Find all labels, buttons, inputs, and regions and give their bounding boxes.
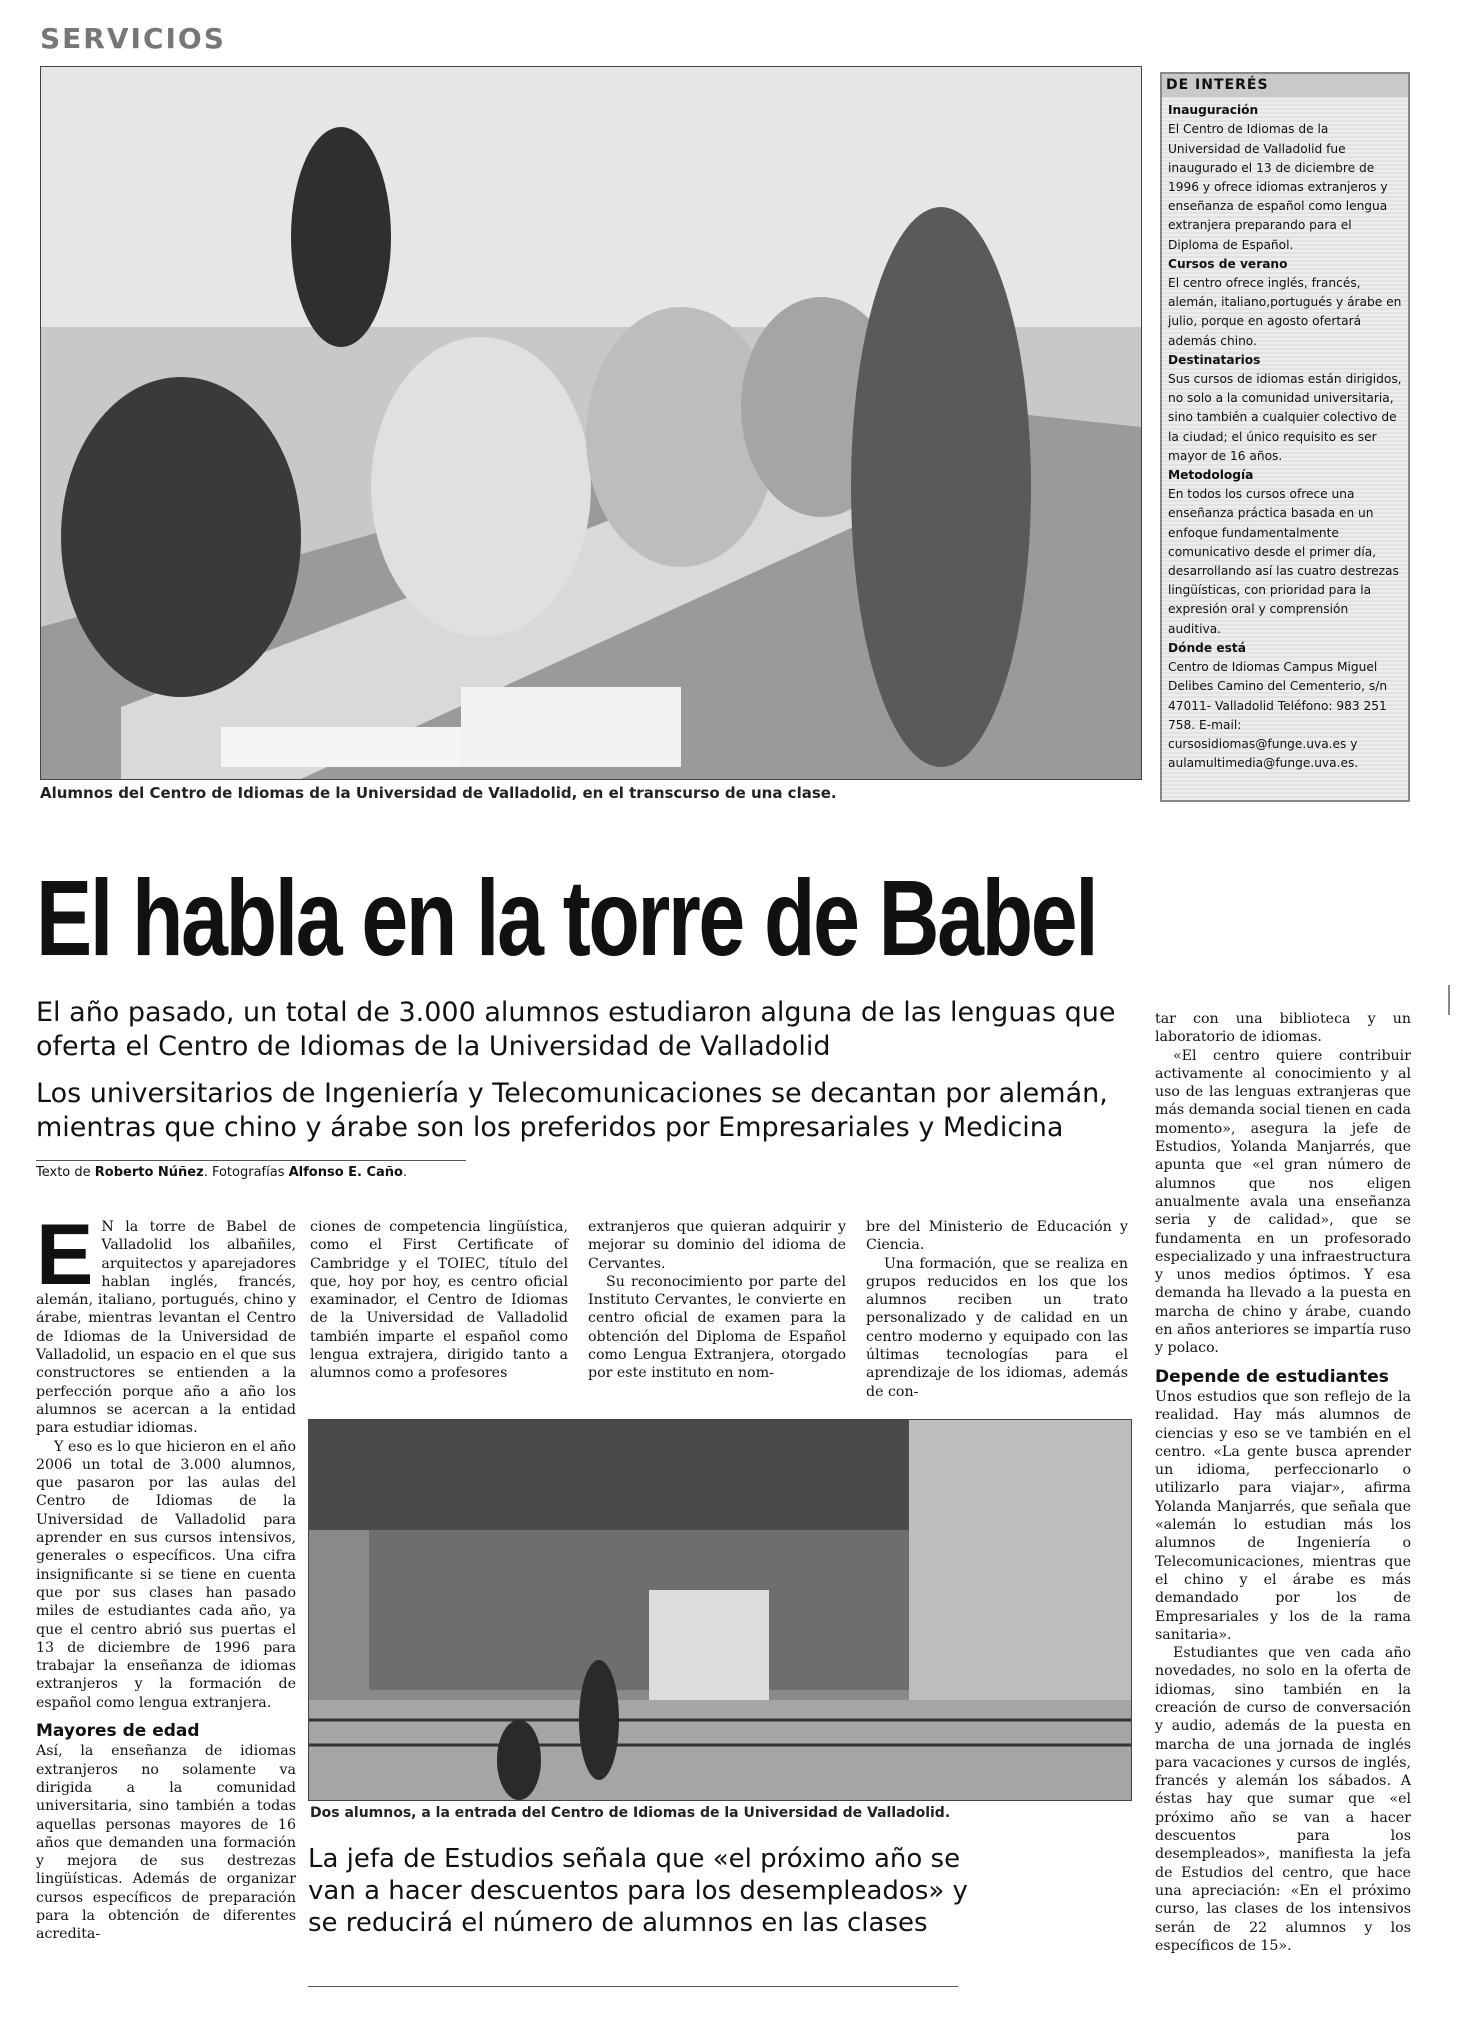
article-column-3 — [588, 1218, 846, 1383]
sidebar-heading-inauguracion: Inauguración — [1168, 103, 1259, 118]
paragraph: tar con una biblioteca y un laboratorio de idiomas. — [1155, 1011, 1411, 1046]
article-column-1 — [36, 1207, 296, 1944]
classroom-photo — [40, 66, 1142, 780]
building-photo-caption: Dos alumnos, a la entrada del Centro de Idiomas de la Universidad de Valladolid. — [310, 1805, 951, 1821]
subhead-mayores-de-edad: Mayores de edad — [36, 1721, 200, 1742]
sidebar-text-donde-esta: Centro de Idiomas Campus Miguel Delibes Camino del Cementerio, s/n 47011- Valladolid Teléfono: 983 251 758. E-mail: cursosidiomas@funge.uva.es y aulamultimedia@funge.uva.es. — [1168, 660, 1388, 771]
sidebar-text-inauguracion: El Centro de Idiomas de la Universidad de Valladolid fue inaugurado el 13 de diciembre de 1996 y ofrece idiomas extranjeros y enseñanza de español como lengua extranjera preparando para el Diploma de Español. — [1168, 122, 1388, 252]
subhead-depende-de-estudiantes: Depende de estudiantes — [1155, 1366, 1389, 1387]
byline — [36, 1160, 466, 1180]
margin-mark — [1448, 985, 1450, 1015]
sidebar-heading-cursos-verano: Cursos de verano — [1168, 256, 1288, 271]
paragraph: Estudiantes que ven cada año novedades, no solo en la oferta de idiomas, sino también en la creación de curso de conversación y audio, además de la puesta en marcha de una jornada de inglés para vacaciones y cursos de inglés, francés y alemán los sábados. A éstas hay que sumar que «el próximo año se van a hacer descuentos para los desempleados», manifiesta la jefa de Estudios del centro, que hace una apreciación: «En el próximo curso, las clases de los intensivos serán de 22 alumnos y los específicos de 15». — [1155, 1645, 1411, 1954]
sidebar-heading-metodologia: Metodología — [1168, 468, 1254, 483]
paragraph: bre del Ministerio de Educación y Ciencia. — [866, 1219, 1128, 1254]
paragraph-text: N la torre de Babel de Valladolid los albañiles, arquitectos y aparejadores hablan inglés, francés, alemán, italiano, portugués, chino y árabe, mientras levantan el Centro de Idiomas de la Universidad de Valladolid, un espacio en el que sus constructores se entienden a la perfección porque año a año los alumnos se acercan a la entidad para estudiar idiomas. — [36, 1219, 296, 1437]
paragraph: «El centro quiere contribuir activamente al conocimiento y al uso de las lenguas extranjeras que más demanda social tienen en cada momento», asegura la jefe de Estudios, Yolanda Manjarrés, que apunta que «el gran número de alumnos que nos eligen anualmente avala una enseñanza seria y de calidad», que se fundamenta en un profesorado especializado y una infraestructura y unos medios óptimos. Y esa demanda ha llevado a la puesta en marcha de chino y árabe, cuando en años anteriores se impartía ruso y polaco. — [1155, 1047, 1411, 1357]
paragraph: Su reconocimiento por parte del Instituto Cervantes, le convierte en centro oficial de examen para la obtención del Diploma de Español como Lengua Extranjera, otorgado por este instituto en nom- — [588, 1273, 846, 1382]
subheadline-2: Los universitarios de Ingeniería y Telecomunicaciones se decantan por alemán, mientras que chino y árabe son los preferidos por Empresariales y Medicina — [36, 1078, 1108, 1143]
byline-mid: . Fotografías — [203, 1165, 289, 1180]
building-entrance-photo — [308, 1419, 1132, 1801]
article-column-2 — [310, 1218, 568, 1383]
paragraph: extranjeros que quieran adquirir y mejorar su dominio del idioma de Cervantes. — [588, 1219, 846, 1272]
pull-quote-rule — [308, 1986, 958, 1987]
section-label: SERVICIOS — [40, 22, 226, 55]
sidebar-text-metodologia: En todos los cursos ofrece una enseñanza práctica basada en un enfoque fundamentalmente comunicativo desde el primer día, desarrollando así las cuatro destrezas lingüísticas, con prioridad para la expresión oral y comprensión auditiva. — [1168, 487, 1399, 636]
sidebar-title: DE INTERÉS — [1162, 74, 1408, 97]
byline-suffix: . — [403, 1165, 408, 1180]
paragraph — [36, 1207, 296, 1438]
info-sidebar — [1160, 72, 1410, 802]
article-column-4 — [866, 1218, 1128, 1401]
paragraph: Así, la enseñanza de idiomas extranjeros no solamente va dirigida a la comunidad universitaria, sino también a todas aquellas personas mayores de 16 años que demanden una formación y mejora de sus destrezas lingüísticas. Además de organizar cursos específicos de preparación para la obtención de diferentes acredita- — [36, 1743, 296, 1943]
paragraph: Una formación, que se realiza en grupos reducidos en los que los alumnos reciben un trato personalizado y de calidad en un centro moderno y equipado con las últimas tecnologías para el aprendizaje de los idiomas, además de con- — [866, 1255, 1128, 1400]
sidebar-heading-destinatarios: Destinatarios — [1168, 352, 1261, 367]
classroom-photo-caption: Alumnos del Centro de Idiomas de la Universidad de Valladolid, en el transcurso de una clase. — [40, 784, 837, 802]
paragraph: Unos estudios que son reflejo de la realidad. Hay más alumnos de ciencias y eso se ve también en el centro. «La gente busca aprender un idioma, perfeccionarlo o utilizarlo para viajar», afirma Yolanda Manjarrés, que señala que «alemán lo estudian más los alumnos de Ingeniería o Telecomunicaciones, mientras que el chino y el árabe es más demandado por los de Empresariales y los de la rama sanitaria». — [1155, 1388, 1411, 1643]
paragraph: Y eso es lo que hicieron en el año 2006 un total de 3.000 alumnos, que pasaron por las aulas del Centro de Idiomas de la Universidad de Valladolid para aprender en sus cursos intensivos, generales o específicos. Una cifra insignificante si se tiene en cuenta que por sus clases han pasado miles de estudiantes cada año, ya que el centro abrió sus puertas el 13 de diciembre de 1996 para trabajar la enseñanza de idiomas extranjeros y la formación de español como lengua extranjera. — [36, 1438, 296, 1711]
headline: El habla en la torre de Babel — [36, 857, 1097, 978]
byline-photographer: Alfonso E. Caño — [288, 1165, 403, 1180]
subheadline-1: El año pasado, un total de 3.000 alumnos estudiaron alguna de las lenguas que oferta el Centro de Idiomas de la Universidad de Valladolid — [36, 997, 1116, 1062]
dropcap: E — [36, 1207, 94, 1303]
pull-quote: La jefa de Estudios señala que «el próximo año se van a hacer descuentos para los desempleados» y se reducirá el número de alumnos en las clases — [308, 1844, 968, 1938]
byline-author: Roberto Núñez — [94, 1165, 204, 1180]
sidebar-text-cursos-verano: El centro ofrece inglés, francés, alemán, italiano,portugués y árabe en julio, porque en agosto ofertará además chino. — [1168, 276, 1402, 348]
sidebar-heading-donde-esta: Dónde está — [1168, 640, 1246, 655]
article-column-5 — [1155, 1010, 1411, 1955]
paragraph: ciones de competencia lingüística, como el First Certificate of Cambridge y el TOIEC, título del que, hoy por hoy, es centro oficial examinador, el Centro de Idiomas de la Universidad de Valladolid también imparte el español como lengua extrajera, dirigido tanto a alumnos como a profesores — [310, 1219, 568, 1382]
byline-prefix: Texto de — [36, 1165, 95, 1180]
sidebar-text-destinatarios: Sus cursos de idiomas están dirigidos, no solo a la comunidad universitaria, sino también a cualquier colectivo de la ciudad; el único requisito es ser mayor de 16 años. — [1168, 372, 1402, 463]
